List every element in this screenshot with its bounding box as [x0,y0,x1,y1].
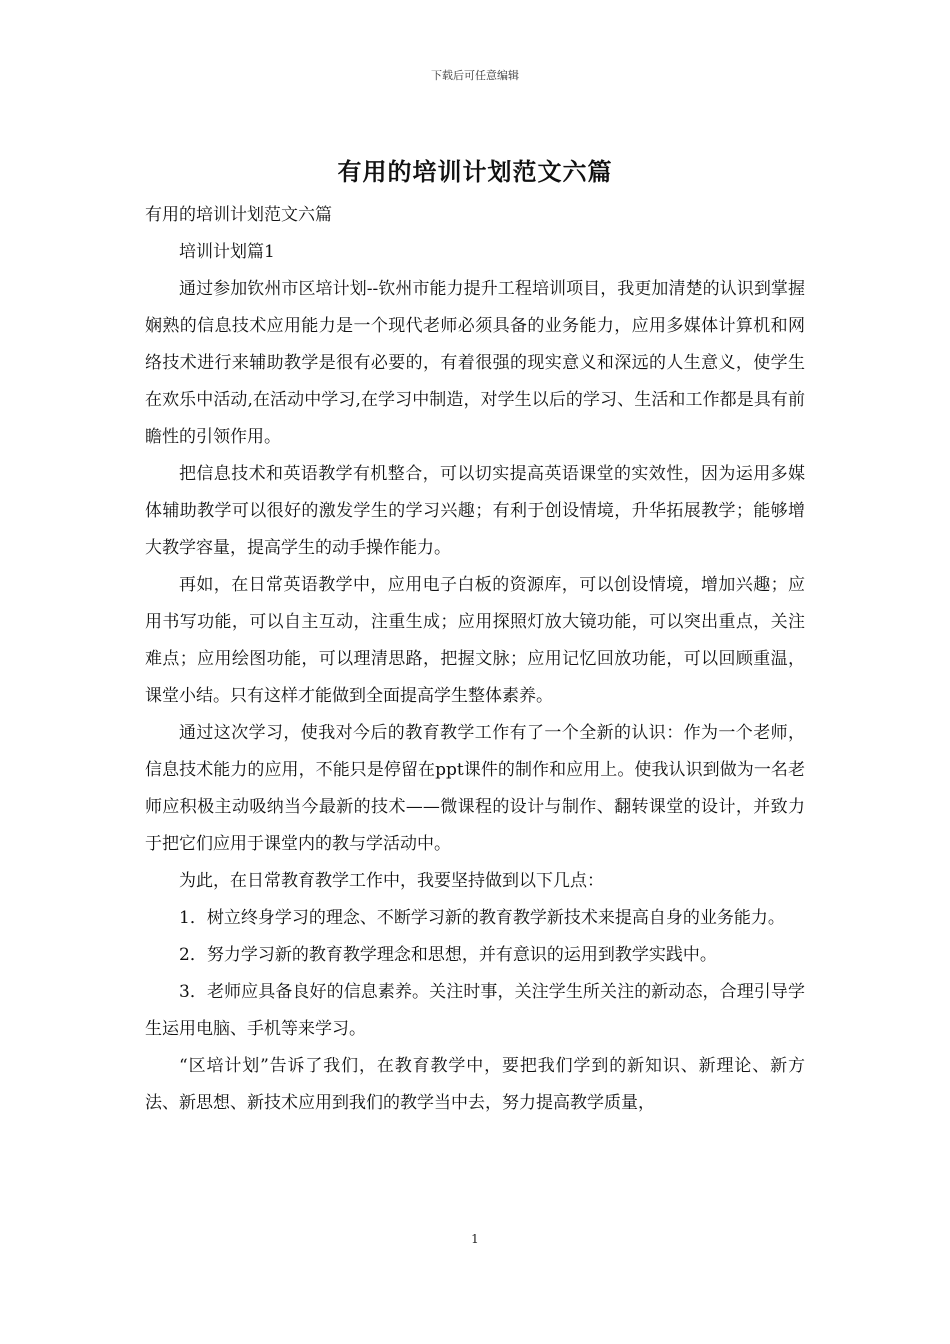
paragraph: 通过参加钦州市区培计划--钦州市能力提升工程培训项目，我更加清楚的认识到掌握娴熟的信息技术应用能力是一个现代老师必须具备的业务能力，应用多媒体计算机和网络技术进行来辅助教学是很有必要的，有着很强的现实意义和深远的人生意义，使学生在欢乐中活动,在活动中学习,在学习中制造，对学生以后的学习、生活和工作都是具有前瞻性的引领作用。 [145,279,805,447]
list-item: 2．努力学习新的教育教学理念和思想，并有意识的运用到教学实践中。 [179,945,717,965]
document-subtitle: 有用的培训计划范文六篇 [145,205,332,225]
document-body [145,197,805,1122]
paragraph: 再如，在日常英语教学中，应用电子白板的资源库，可以创设情境，增加兴趣；应用书写功能，可以自主互动，注重生成；应用探照灯放大镜功能，可以突出重点，关注难点；应用绘图功能，可以理清思路，把握文脉；应用记忆回放功能，可以回顾重温，课堂小结。只有这样才能做到全面提高学生整体素养。 [145,575,805,706]
paragraph: 为此，在日常教育教学工作中，我要坚持做到以下几点： [179,871,604,891]
document-title: 有用的培训计划范文六篇 [337,157,613,186]
list-item: 3．老师应具备良好的信息素养。关注时事，关注学生所关注的新动态，合理引导学生运用电脑、手机等来学习。 [145,982,805,1039]
paragraph: 把信息技术和英语教学有机整合，可以切实提高英语课堂的实效性，因为运用多媒体辅助教学可以很好的激发学生的学习兴趣；有利于创设情境，升华拓展教学；能够增大教学容量，提高学生的动手操作能力。 [145,464,805,558]
paragraph: 通过这次学习，使我对今后的教育教学工作有了一个全新的认识：作为一个老师，信息技术能力的应用，不能只是停留在ppt课件的制作和应用上。使我认识到做为一名老师应积极主动吸纳当今最新的技术——微课程的设计与制作、翻转课堂的设计，并致力于把它们应用于课堂内的教与学活动中。 [145,723,805,854]
header-note: 下载后可任意编辑 [431,69,519,82]
paragraph-heading: 培训计划篇1 [179,242,275,262]
paragraph: “区培计划”告诉了我们，在教育教学中，要把我们学到的新知识、新理论、新方法、新思想、新技术应用到我们的教学当中去，努力提高教学质量， [145,1056,805,1113]
page-number: 1 [471,1232,479,1246]
list-item: 1．树立终身学习的理念、不断学习新的教育教学新技术来提高自身的业务能力。 [179,908,785,928]
